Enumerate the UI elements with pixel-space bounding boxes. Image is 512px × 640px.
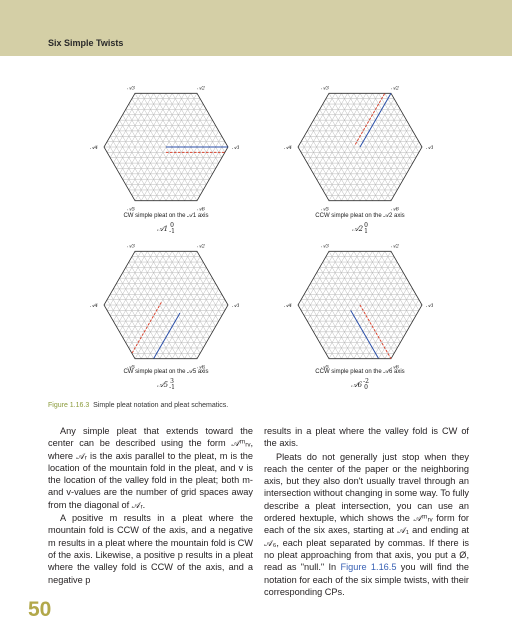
grid-line (301, 300, 335, 359)
axis-label: 𝒜1 (426, 145, 434, 151)
grid-line (191, 93, 225, 152)
notation-values (169, 223, 175, 235)
paragraph: A positive m results in a pleat where the mountain fold is CCW of the axis, and a negative m results in a pleat where the mountain fold is CW of the axis. Likewise, a positive p results in a pleat where the valley fold is CCW of the axis, and a negative p (48, 513, 253, 585)
axis-label: 𝒜5 (321, 364, 329, 371)
caption-text: CW simple pleat on the 𝒜1 axis (123, 213, 209, 219)
grid-line (107, 251, 141, 310)
grid-line (360, 278, 406, 358)
grid-line (360, 251, 406, 331)
paragraph-text: Pleats do not generally just stop when they reach the center of the paper or the neighboring axis, but they also don't usually travel through an intersection without changing in some way. To fully describe a pleat intersection, you can use an ordered hextuple, which shows the 𝒜ᵐᵣᵥ form for each of the six axes, starting at 𝒜₁ and ending at 𝒜₆, each pleat separated by commas. If there is no pleat approaching from that axis, you put a Ø, read as "null." In (264, 451, 469, 573)
notation-m: 0 (364, 222, 368, 229)
grid-line (301, 142, 335, 201)
grid-line (141, 93, 200, 195)
axis-label: 𝒜2 (197, 85, 205, 92)
grid-line (385, 142, 419, 201)
axis-label: 𝒜3 (321, 243, 329, 250)
pleat-notation (71, 379, 261, 391)
caption-text: CW simple pleat on the 𝒜5 axis (123, 369, 209, 375)
axis-label: 𝒜2 (197, 243, 205, 250)
running-head: Six Simple Twists (48, 38, 124, 48)
grid-line (301, 93, 335, 152)
grid-line (326, 257, 385, 359)
page-number: 50 (28, 598, 52, 621)
notation-values (364, 223, 368, 235)
figure-caption (48, 402, 228, 409)
pleat-notation (265, 379, 455, 391)
notation-v: 1 (364, 228, 368, 235)
grid-line (166, 93, 212, 173)
grid-line (141, 99, 200, 201)
notation-v: 0 (364, 384, 368, 391)
grid-line (132, 93, 191, 195)
grid-line (107, 300, 141, 359)
grid-line (107, 93, 141, 152)
axis-label: 𝒜6 (391, 364, 399, 371)
grid-line (335, 99, 394, 201)
grid-line (314, 93, 360, 173)
axis-label: 𝒜4 (90, 303, 98, 309)
axis-label: 𝒜1 (426, 303, 434, 309)
notation-axis: 𝒜5 (157, 381, 169, 389)
grid-line (385, 300, 419, 359)
triangle-grid (104, 251, 228, 358)
hex-diagram-4 (286, 238, 434, 372)
grid-line (107, 142, 141, 201)
caption-text: CCW simple pleat on the 𝒜6 axis (315, 369, 405, 375)
notation-values (169, 379, 175, 391)
grid-line (335, 257, 394, 359)
pleat-notation (265, 223, 455, 235)
grid-line (191, 251, 225, 310)
hex-diagram-1 (92, 80, 240, 214)
axis-label: 𝒜4 (90, 145, 98, 151)
grid-line (314, 278, 360, 358)
figure-link[interactable]: Figure 1.16.5 (340, 562, 397, 573)
pleat-notation (71, 223, 261, 235)
paragraph (264, 451, 469, 599)
axis-label: 𝒜6 (197, 206, 205, 213)
notation-axis: 𝒜1 (157, 225, 169, 233)
axis-label: 𝒜6 (197, 364, 205, 371)
valley-fold (132, 302, 161, 353)
caption-text: CCW simple pleat on the 𝒜2 axis (315, 213, 405, 219)
notation-m: 0 (170, 222, 174, 229)
paragraph-text-end: you will find the notation for each of the six simple twists, with their corresponding CPs. (264, 562, 469, 597)
grid-line (360, 93, 406, 173)
grid-line (120, 93, 166, 173)
diagram-2-caption (265, 213, 455, 235)
grid-line (132, 99, 191, 201)
notation-axis: 𝒜2 (352, 225, 364, 233)
grid-line (132, 257, 191, 359)
grid-line (314, 251, 360, 331)
grid-line (120, 278, 166, 358)
axis-label: 𝒜4 (284, 145, 292, 151)
hex-diagram-2 (286, 80, 434, 214)
grid-line (335, 93, 394, 195)
diagram-3-caption (71, 369, 261, 391)
axis-label: 𝒜5 (127, 364, 135, 371)
axis-label: 𝒜2 (391, 243, 399, 250)
grid-line (301, 251, 335, 310)
body-column-left (48, 425, 253, 586)
axis-label: 𝒜1 (232, 145, 240, 151)
axis-label: 𝒜1 (232, 303, 240, 309)
grid-line (141, 257, 200, 359)
axis-label: 𝒜5 (321, 206, 329, 213)
paragraph: results in a pleat where the valley fold is CW of the axis. (264, 426, 469, 449)
grid-line (120, 120, 166, 200)
grid-line (385, 251, 419, 310)
paragraph: Any simple pleat that extends toward the center can be described using the form 𝒜ᵐᵣᵥ, where 𝒜ᵣ is the axis parallel to the pleat, m is the location of the mountain fold in the pleat, and v is the location of the valley fold in the pleat; both m- and v-values are the number of grid spaces away from the diagonal of 𝒜ᵣ. (48, 426, 253, 510)
valley-fold (355, 94, 384, 145)
notation-v: -1 (169, 384, 175, 391)
axis-label: 𝒜4 (284, 303, 292, 309)
notation-m: -2 (363, 378, 369, 385)
notation-axis: 𝒜6 (351, 381, 363, 389)
grid-line (314, 120, 360, 200)
grid-line (326, 251, 385, 353)
axis-label: 𝒜6 (391, 206, 399, 213)
grid-line (191, 142, 225, 201)
grid-line (360, 120, 406, 200)
pleat-lines (166, 147, 228, 152)
grid-line (191, 300, 225, 359)
grid-line (326, 99, 385, 201)
diagram-4-caption (265, 369, 455, 391)
grid-line (166, 278, 212, 358)
grid-line (166, 251, 212, 331)
grid-line (385, 93, 419, 152)
notation-m: 3 (170, 378, 174, 385)
diagram-1-caption (71, 213, 261, 235)
axis-label: 𝒜3 (127, 85, 135, 92)
axis-label: 𝒜3 (127, 243, 135, 250)
axis-label: 𝒜2 (391, 85, 399, 92)
grid-line (120, 251, 166, 331)
axis-label: 𝒜3 (321, 85, 329, 92)
axis-label: 𝒜5 (127, 206, 135, 213)
notation-values (363, 379, 369, 391)
body-column-right (264, 425, 469, 598)
grid-line (335, 251, 394, 353)
hex-diagram-3 (92, 238, 240, 372)
grid-line (141, 251, 200, 353)
grid-line (166, 120, 212, 200)
figure-number: Figure 1.16.3 (48, 402, 90, 409)
notation-v: -1 (169, 228, 175, 235)
figure-caption-text: Simple pleat notation and pleat schematics. (93, 402, 229, 409)
